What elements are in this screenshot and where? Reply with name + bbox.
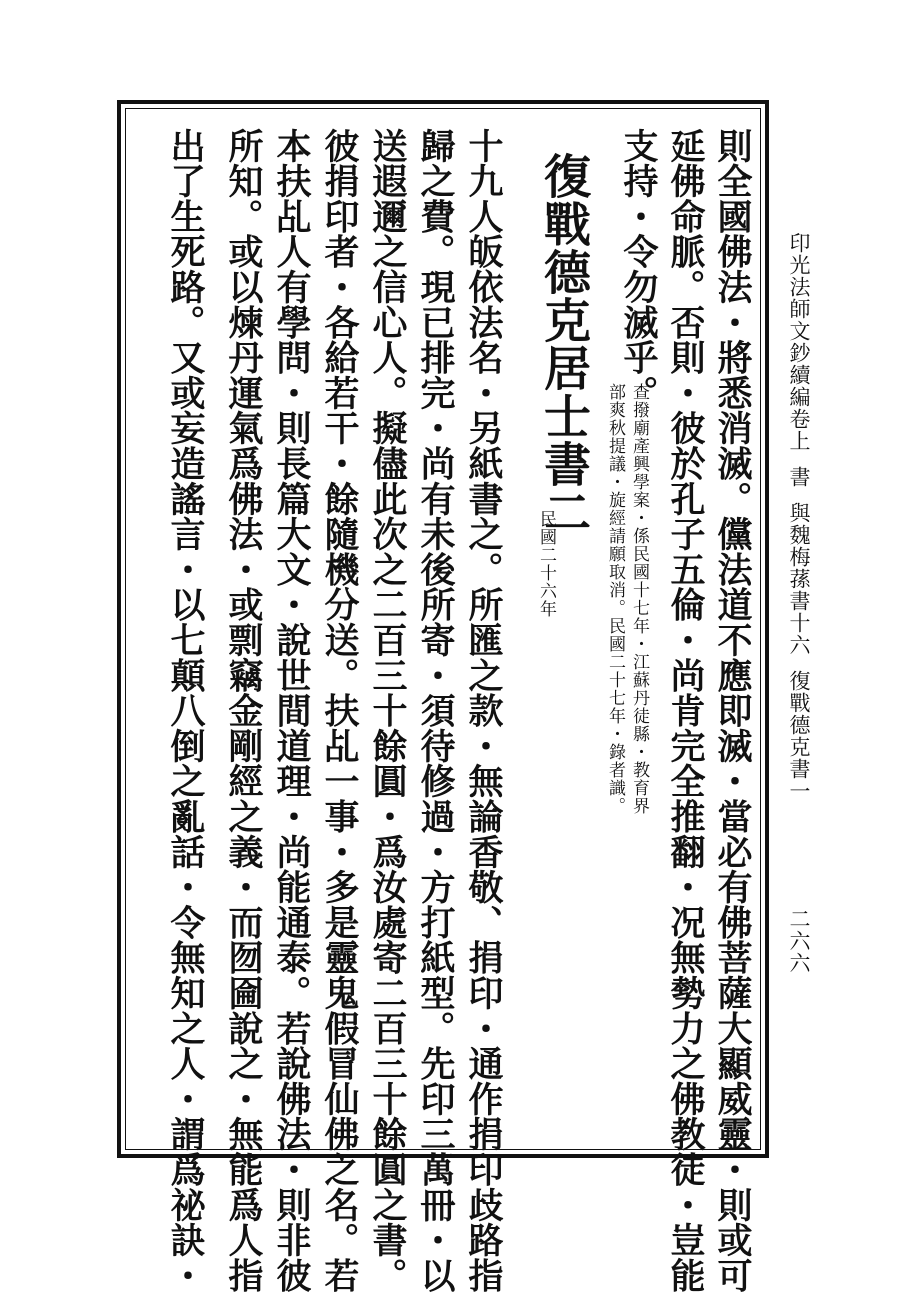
letter-column-5: 本扶乩人有學問・則長篇大文・說世間道理・尚能通泰。若說佛法・則非彼 [271,128,312,1293]
letter-column-6: 所知。或以煉丹運氣爲佛法・或剽竊金剛經之義・而囫圇說之・無能爲人指 [223,128,264,1293]
letter-date: 民國二十六年 [536,510,556,618]
body-column-1: 則全國佛法・將悉消滅。儻法道不應即滅・當必有佛菩薩大顯威靈・則或可 [712,128,753,1293]
section-label: 與魏梅蓀書十六 [787,502,811,656]
current-letter-label: 復戰德克書一 [787,670,811,802]
letter-column-2: 歸之費。現已排完・尚有未後所寄・須待修過・方打紙型。先印三萬冊・以 [415,128,456,1293]
letter-title: 復戰德克居士書二 [536,152,591,536]
running-head [784,232,814,802]
page-number: 二六六 [787,908,811,974]
body-column-2: 延佛命脈。否則・彼於孔子五倫・尚肯完全推翻・况無勢力之佛教徒・豈能 [665,128,706,1293]
letter-column-3: 送遐邇之信心人。擬儘此次之二百三十餘圓・爲汝處寄二百三十餘圓之書。 [367,128,408,1293]
letter-column-7: 出了生死路。又或妄造謠言・以七顛八倒之亂話・令無知之人・謂爲祕訣・ [165,128,206,1293]
book-title: 印光法師文鈔續編卷上 [787,232,811,452]
editor-note-line-2: 部爽秋提議・旋經請願取消。民國二十七年・錄者識。 [605,383,625,815]
letter-column-4: 彼捐印者・各給若干・餘隨機分送。扶乩一事・多是靈鬼假冒仙佛之名。若 [319,128,360,1293]
editor-note-line-1: 查撥廟產興學案・係民國十七年・江蘇丹徒縣・教育界 [629,383,649,815]
body-column-3: 支持・令勿滅乎。 [618,128,659,411]
letter-column-1: 十九人皈依法名・另紙書之。所匯之款・無論香敬、捐印・通作捐印歧路指 [463,128,504,1293]
category-label: 書 [787,466,811,488]
